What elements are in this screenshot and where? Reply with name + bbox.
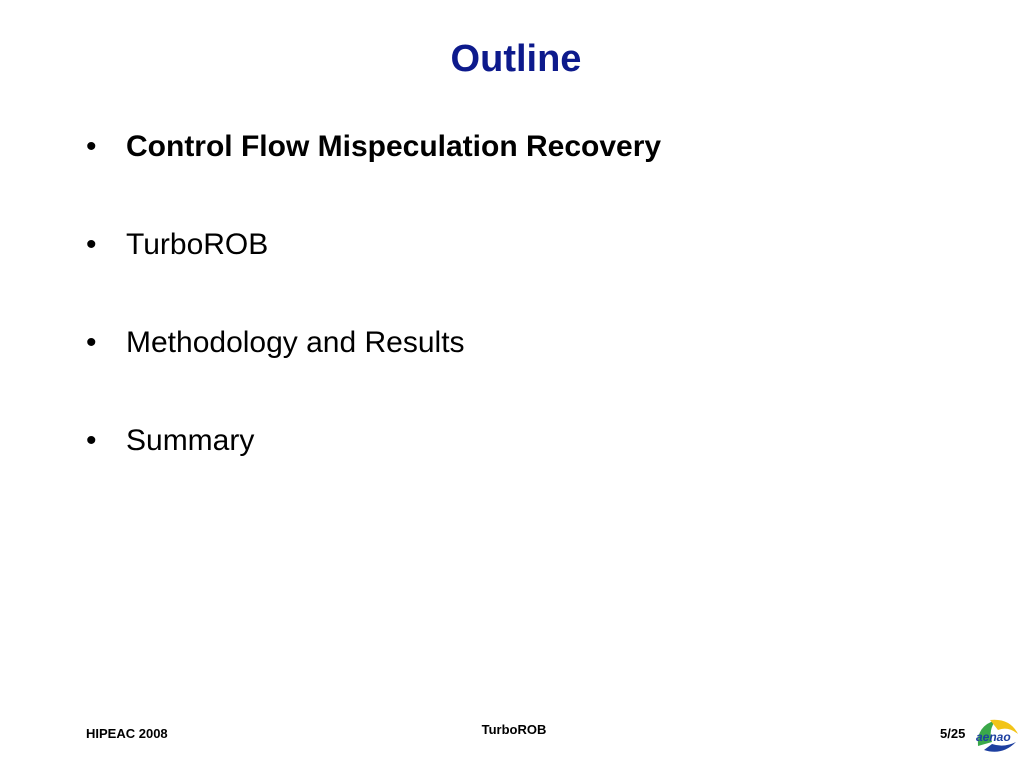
slide-title: Outline	[450, 38, 582, 80]
aenao-logo-icon	[974, 716, 1020, 756]
logo-text: aenao	[976, 730, 1011, 744]
bullet-marker: •	[86, 130, 97, 163]
bullet-marker: •	[86, 424, 97, 457]
bullet-text: Methodology and Results	[126, 326, 465, 359]
bullet-text: Control Flow Mispeculation Recovery	[126, 130, 662, 163]
bullet-text: TurboROB	[126, 228, 269, 261]
footer-title: TurboROB	[481, 722, 547, 737]
bullet-text: Summary	[126, 424, 255, 457]
page-number: 5/25	[940, 726, 966, 741]
footer-conference: HIPEAC 2008	[86, 726, 168, 741]
bullet-marker: •	[86, 326, 97, 359]
bullet-marker: •	[86, 228, 97, 261]
